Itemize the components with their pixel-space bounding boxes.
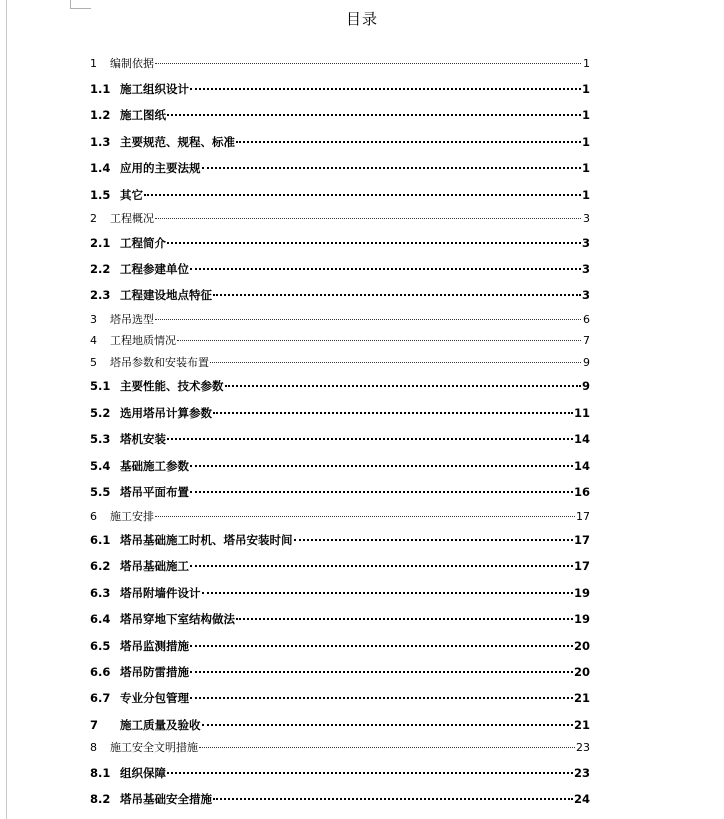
toc-entry-page: 9 — [583, 356, 590, 369]
toc-entry-number: 1.4 — [90, 161, 111, 175]
toc-entry-number: 5.4 — [90, 459, 111, 473]
toc-entry-page: 1 — [581, 135, 590, 149]
toc-entry-page: 19 — [573, 586, 590, 600]
toc-dot-leader — [236, 618, 573, 620]
toc-dot-leader — [213, 412, 573, 414]
toc-entry-number: 4 — [90, 334, 97, 347]
toc-entry-title: 塔吊平面布置 — [120, 485, 189, 499]
toc-entry-page: 1 — [581, 82, 590, 96]
toc-entry-number: 2.3 — [90, 288, 111, 302]
toc-entry[interactable] — [90, 508, 590, 524]
toc-entry-page: 17 — [573, 559, 590, 573]
toc-entry-number: 6.4 — [90, 612, 111, 626]
toc-entry-title: 工程概况 — [110, 212, 154, 225]
toc-entry-title: 基础施工参数 — [120, 459, 189, 473]
toc-entry-title: 工程地质情况 — [110, 334, 176, 347]
toc-dot-leader — [167, 772, 573, 774]
toc-dot-leader — [155, 218, 581, 219]
toc-entry-number: 6.3 — [90, 586, 111, 600]
toc-entry-number: 6 — [90, 510, 97, 523]
toc-dot-leader — [177, 340, 581, 341]
toc-entry-page: 1 — [581, 108, 590, 122]
toc-entry-page: 6 — [583, 313, 590, 326]
toc-entry-number: 5.2 — [90, 406, 111, 420]
toc-dot-leader — [155, 319, 581, 320]
toc-entry-title: 塔吊附墙件设计 — [120, 586, 201, 600]
toc-entry-title: 工程参建单位 — [120, 262, 189, 276]
toc-entry-title: 塔吊防雷措施 — [120, 665, 189, 679]
toc-entry-page: 14 — [573, 459, 590, 473]
toc-entry-title: 塔吊监测措施 — [120, 639, 189, 653]
toc-entry-page: 21 — [573, 691, 590, 705]
toc-entry-title: 主要规范、规程、标准 — [120, 135, 235, 149]
toc-entry-page: 3 — [581, 288, 590, 302]
toc-entry-page: 3 — [583, 212, 590, 225]
toc-entry[interactable] — [90, 717, 590, 733]
toc-dot-leader — [190, 268, 581, 270]
toc-entry[interactable] — [90, 187, 590, 203]
toc-entry-page: 20 — [573, 665, 590, 679]
toc-dot-leader — [190, 565, 573, 567]
toc-entry-title: 塔吊基础施工 — [120, 559, 189, 573]
toc-dot-leader — [213, 798, 573, 800]
toc-entry-number: 6.2 — [90, 559, 111, 573]
toc-entry[interactable] — [90, 664, 590, 680]
toc-entry-number: 7 — [90, 718, 99, 732]
toc-entry-title: 专业分包管理 — [120, 691, 189, 705]
toc-entry-title: 塔吊参数和安装布置 — [110, 356, 209, 369]
toc-entry-title: 其它 — [120, 188, 143, 202]
toc-entry[interactable] — [90, 261, 590, 277]
toc-entry-page: 11 — [573, 406, 590, 420]
toc-entry-page: 1 — [581, 161, 590, 175]
toc-dot-leader — [144, 194, 581, 196]
toc-entry[interactable] — [90, 765, 590, 781]
toc-dot-leader — [294, 539, 573, 541]
toc-entry-title: 组织保障 — [120, 766, 166, 780]
toc-dot-leader — [190, 465, 573, 467]
toc-entry[interactable] — [90, 690, 590, 706]
toc-entry-title: 施工图纸 — [120, 108, 166, 122]
toc-entry[interactable] — [90, 210, 590, 226]
toc-entry[interactable] — [90, 81, 590, 97]
toc-entry-number: 1.5 — [90, 188, 111, 202]
toc-entry[interactable] — [90, 378, 590, 394]
toc-entry[interactable] — [90, 739, 590, 755]
toc-entry-title: 塔机安装 — [120, 432, 166, 446]
toc-entry[interactable] — [90, 431, 590, 447]
toc-entry-page: 3 — [581, 262, 590, 276]
toc-entry-page: 17 — [576, 510, 590, 523]
toc-entry[interactable] — [90, 405, 590, 421]
toc-dot-leader — [202, 592, 573, 594]
toc-entry-title: 塔吊基础安全措施 — [120, 792, 212, 806]
toc-entry-title: 塔吊穿地下室结构做法 — [120, 612, 235, 626]
toc-dot-leader — [190, 671, 573, 673]
toc-dot-leader — [167, 114, 581, 116]
toc-entry-page: 17 — [573, 533, 590, 547]
page-left-edge — [6, 0, 7, 819]
toc-dot-leader — [199, 747, 575, 748]
toc-dot-leader — [213, 294, 581, 296]
toc-entry-title: 施工安排 — [110, 510, 154, 523]
toc-dot-leader — [210, 362, 581, 363]
toc-entry-page: 24 — [573, 792, 590, 806]
toc-entry[interactable] — [90, 287, 590, 303]
toc-entry-number: 2.2 — [90, 262, 111, 276]
toc-entry-number: 8.1 — [90, 766, 111, 780]
toc-entry-number: 1.1 — [90, 82, 111, 96]
toc-entry[interactable] — [90, 160, 590, 176]
toc-dot-leader — [202, 167, 581, 169]
toc-entry-title: 塔吊选型 — [110, 313, 154, 326]
toc-entry-page: 21 — [573, 718, 590, 732]
toc-entry-page: 1 — [581, 188, 590, 202]
toc-entry[interactable] — [90, 332, 590, 348]
toc-entry-title: 施工安全文明措施 — [110, 741, 198, 754]
toc-entry[interactable] — [90, 235, 590, 251]
toc-entry-number: 5.3 — [90, 432, 111, 446]
toc-entry-number: 6.7 — [90, 691, 111, 705]
toc-dot-leader — [202, 724, 573, 726]
toc-entry[interactable] — [90, 134, 590, 150]
toc-entry-title: 工程建设地点特征 — [120, 288, 212, 302]
toc-entry-number: 1.3 — [90, 135, 111, 149]
toc-entry-number: 8.2 — [90, 792, 111, 806]
toc-entry[interactable] — [90, 354, 590, 370]
toc-entry-page: 7 — [583, 334, 590, 347]
toc-dot-leader — [225, 385, 581, 387]
toc-entry[interactable] — [90, 638, 590, 654]
toc-entry-number: 2 — [90, 212, 97, 225]
toc-entry-page: 23 — [573, 766, 590, 780]
toc-entry-title: 施工质量及验收 — [120, 718, 201, 732]
toc-dot-leader — [167, 438, 573, 440]
toc-entry-page: 9 — [581, 379, 590, 393]
toc-entry-number: 6.6 — [90, 665, 111, 679]
toc-entry-title: 主要性能、技术参数 — [120, 379, 224, 393]
toc-entry[interactable] — [90, 55, 590, 71]
toc-entry-page: 14 — [573, 432, 590, 446]
toc-entry-page: 20 — [573, 639, 590, 653]
toc-dot-leader — [190, 645, 573, 647]
toc-entry-title: 工程简介 — [120, 236, 166, 250]
toc-entry-number: 5 — [90, 356, 97, 369]
toc-entry-page: 16 — [573, 485, 590, 499]
toc-title: 目录 — [345, 10, 378, 28]
toc-entry[interactable] — [90, 458, 590, 474]
toc-entry-number: 6.5 — [90, 639, 111, 653]
toc-entry-title: 选用塔吊计算参数 — [120, 406, 212, 420]
toc-entry-number: 3 — [90, 313, 97, 326]
toc-dot-leader — [190, 491, 573, 493]
toc-entry[interactable] — [90, 484, 590, 500]
toc-entry-number: 1.2 — [90, 108, 111, 122]
toc-entry-page: 3 — [581, 236, 590, 250]
toc-entry[interactable] — [90, 107, 590, 123]
toc-entry[interactable] — [90, 311, 590, 327]
toc-entry-number: 1 — [90, 57, 97, 70]
toc-entry[interactable] — [90, 611, 590, 627]
toc-dot-leader — [155, 516, 575, 517]
toc-dot-leader — [190, 697, 573, 699]
toc-entry[interactable] — [90, 791, 590, 807]
toc-entry[interactable] — [90, 532, 590, 548]
toc-dot-leader — [190, 88, 581, 90]
toc-entry-number: 5.5 — [90, 485, 111, 499]
toc-entry-title: 施工组织设计 — [120, 82, 189, 96]
toc-dot-leader — [236, 141, 581, 143]
toc-entry-page: 23 — [576, 741, 590, 754]
toc-dot-leader — [167, 242, 581, 244]
toc-entry-title: 应用的主要法规 — [120, 161, 201, 175]
toc-entry[interactable] — [90, 558, 590, 574]
toc-entry-number: 8 — [90, 741, 97, 754]
toc-entry-number: 2.1 — [90, 236, 111, 250]
toc-dot-leader — [155, 63, 581, 64]
toc-entry-page: 19 — [573, 612, 590, 626]
toc-entry[interactable] — [90, 585, 590, 601]
toc-entry-title: 塔吊基础施工时机、塔吊安装时间 — [120, 533, 293, 547]
toc-entry-page: 1 — [583, 57, 590, 70]
toc-entry-number: 5.1 — [90, 379, 111, 393]
toc-entry-number: 6.1 — [90, 533, 111, 547]
toc-entry-title: 编制依据 — [110, 57, 154, 70]
